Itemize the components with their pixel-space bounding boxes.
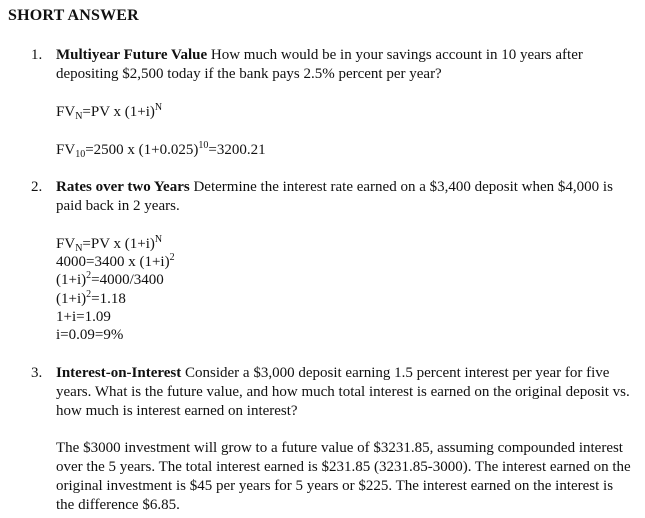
question-1-formula (56, 103, 162, 122)
question-1-calculation (56, 141, 266, 160)
question-3-number: 3. (31, 365, 43, 381)
work-part: 4000=3400 x (1+i) (56, 254, 170, 270)
formula-superscript: N (154, 102, 163, 113)
calc-subscript: 10 (75, 149, 86, 160)
work-part: =1.18 (91, 291, 126, 307)
work-part: (1+i) (56, 272, 87, 288)
question-2-body: Determine the interest rate earned on a $3,400 deposit when $4,000 is paid back in 2 years. (56, 179, 613, 214)
work-part: =4000/3400 (91, 272, 164, 288)
question-2-line-5: 1+i=1.09 (56, 309, 111, 325)
work-superscript: N (154, 234, 163, 245)
work-superscript: 2 (86, 270, 92, 281)
question-2-title: Rates over two Years (56, 179, 190, 195)
question-2-line-4 (56, 290, 126, 309)
question-1-body: How much would be in your savings account in 10 years after depositing $2,500 today if the bank pays 2.5% percent per year? (56, 47, 583, 82)
question-2-line-1 (56, 235, 162, 254)
question-2-line-2 (56, 253, 175, 272)
question-2-text (56, 178, 631, 216)
question-1-text (56, 46, 631, 84)
formula-part: =PV x (1+i) (82, 104, 155, 120)
work-subscript: N (75, 243, 83, 254)
calc-part: FV (56, 142, 76, 158)
calc-part: =2500 x (1+0.025) (85, 142, 199, 158)
question-2-line-3 (56, 271, 164, 290)
formula-part: FV (56, 104, 76, 120)
section-heading: SHORT ANSWER (8, 7, 139, 24)
work-superscript: 2 (169, 252, 175, 263)
question-2-number: 2. (31, 179, 43, 195)
question-3-answer: The $3000 investment will grow to a future value of $3231.85, assuming compounded interest over the 5 years. The total interest earned is $231.85 (3231.85-3000). The interest earned on the original investment is $45 per years for 5 years or $225. The interest earned on the interest is the difference $6.85. (56, 440, 631, 513)
work-part: FV (56, 236, 76, 252)
question-2-line-6: i=0.09=9% (56, 327, 124, 343)
work-part: (1+i) (56, 291, 87, 307)
formula-subscript: N (75, 111, 83, 122)
calc-result: =3200.21 (208, 142, 266, 158)
calc-superscript: 10 (198, 140, 209, 151)
work-part: =PV x (1+i) (82, 236, 155, 252)
question-1-title: Multiyear Future Value (56, 47, 208, 63)
question-3-text (56, 364, 631, 421)
question-3-body: Consider a $3,000 deposit earning 1.5 percent interest per year for five years. What is the future value, and how much total interest is earned on the original deposit vs. how much is interest earned on interest? (56, 365, 630, 419)
question-3-title: Interest-on-Interest (56, 365, 182, 381)
question-1-number: 1. (31, 47, 43, 63)
work-superscript: 2 (86, 289, 92, 300)
